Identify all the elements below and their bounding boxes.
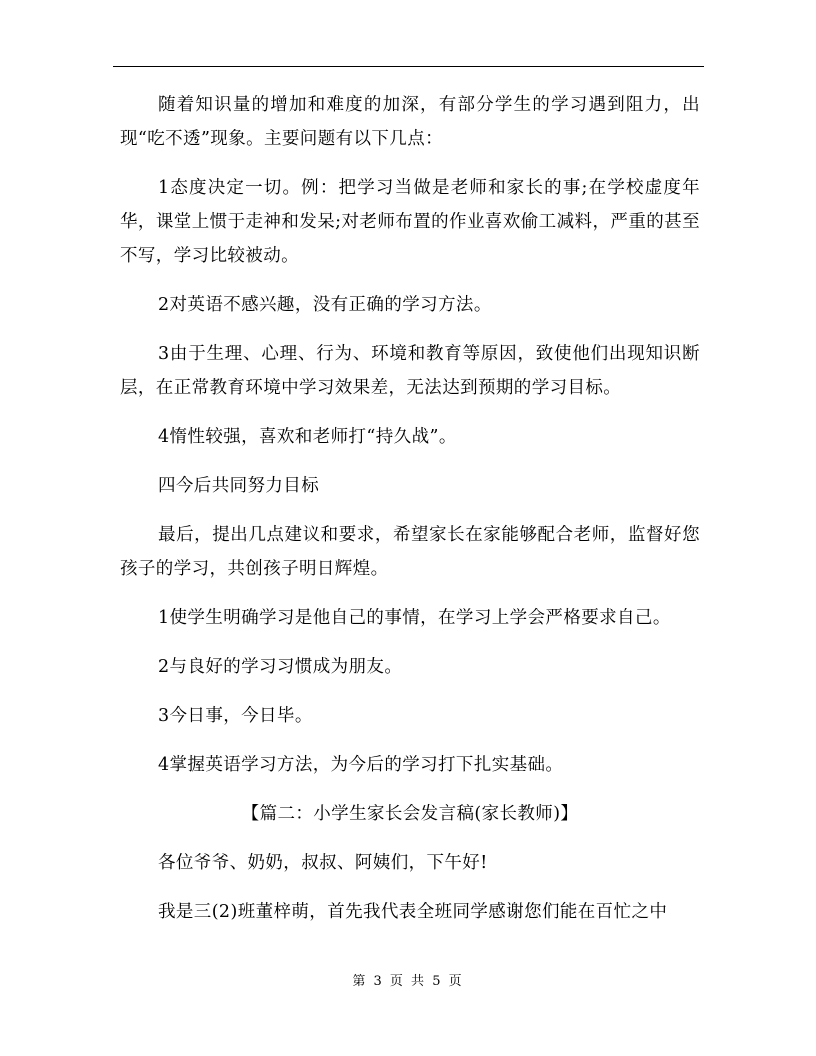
section-heading-goals: 四今后共同努力目标: [158, 476, 320, 496]
paragraph-greeting: 各位爷爷、奶奶，叔叔、阿姨们，下午好!: [158, 853, 488, 873]
paragraph-item-2: 2对英语不感兴趣，没有正确的学习方法。: [158, 295, 492, 315]
paragraph-item-1: 1态度决定一切。例：把学习当做是老师和家长的事;在学校虚度年华，课堂上惯于走神和发呆;对老师布置的作业喜欢偷工减料，严重的甚至不写，学习比较被动。: [120, 178, 700, 266]
paragraph-intro: 随着知识量的增加和难度的加深，有部分学生的学习遇到阻力，出现“吃不透”现象。主要问题有以下几点：: [120, 95, 700, 149]
article-title: 【篇二：小学生家长会发言稿(家长教师)】: [241, 804, 579, 824]
paragraph-closing: 最后，提出几点建议和要求，希望家长在家能够配合老师，监督好您孩子的学习，共创孩子明日辉煌。: [120, 525, 700, 579]
page-footer: 第 3 页 共 5 页: [352, 974, 464, 989]
header-rule: [113, 66, 704, 67]
paragraph-item-4: 4惰性较强，喜欢和老师打“持久战”。: [158, 427, 457, 447]
paragraph-goal-1: 1使学生明确学习是他自己的事情，在学习上学会严格要求自己。: [158, 608, 671, 628]
paragraph-goal-4: 4掌握英语学习方法，为今后的学习打下扎实基础。: [158, 755, 564, 775]
paragraph-item-3: 3由于生理、心理、行为、环境和教育等原因，致使他们出现知识断层，在正常教育环境中学习效果差，无法达到预期的学习目标。: [120, 344, 700, 398]
paragraph-self-intro: 我是三(2)班董梓萌，首先我代表全班同学感谢您们能在百忙之中: [158, 902, 668, 922]
document-body: [120, 88, 700, 929]
paragraph-goal-3: 3今日事，今日毕。: [158, 706, 313, 726]
paragraph-goal-2: 2与良好的学习习惯成为朋友。: [158, 657, 403, 677]
